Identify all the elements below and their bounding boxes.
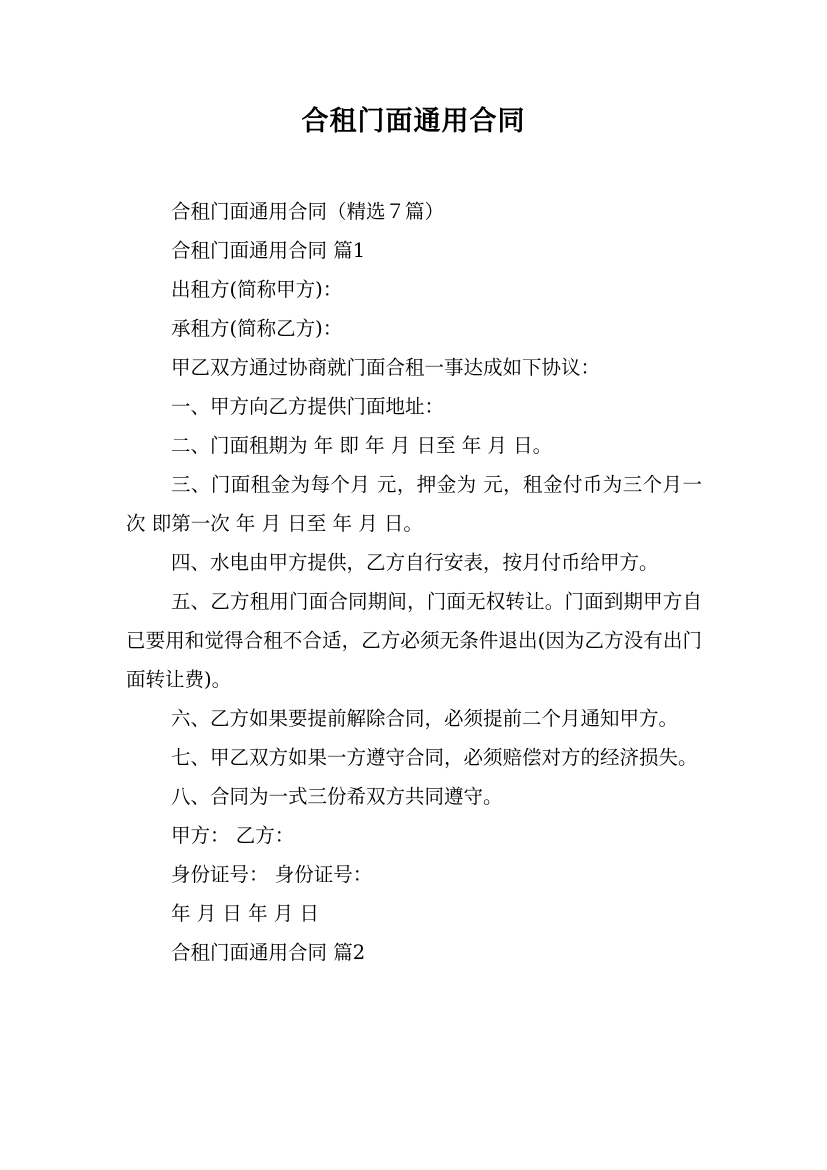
paragraph-signature-id: 身份证号： 身份证号：: [171, 863, 373, 886]
paragraph-clause-8: 八、合同为一式三份希双方共同遵守。: [171, 785, 503, 808]
paragraph-signature-date: 年 月 日 年 月 日: [171, 902, 319, 925]
paragraph-clause-2: 二、门面租期为 年 即 年 月 日至 年 月 日。: [171, 434, 553, 457]
paragraph-clause-6: 六、乙方如果要提前解除合同，必须提前二个月通知甲方。: [171, 707, 679, 730]
document-title: 合租门面通用合同: [301, 106, 526, 137]
paragraph-subtitle: 合租门面通用合同（精选７篇）: [171, 200, 445, 223]
paragraph-section-heading-2: 合租门面通用合同 篇2: [171, 941, 366, 964]
document-body: [126, 192, 702, 972]
paragraph-clause-5: 五、乙方租用门面合同期间，门面无权转让。门面到期甲方自已要用和觉得合租不合适，乙方必须无条件退出(因为乙方没有出门面转让费)。: [126, 590, 702, 691]
paragraph-lessor: 出租方(简称甲方)：: [171, 278, 343, 301]
paragraph-clause-4: 四、水电由甲方提供，乙方自行安表，按月付币给甲方。: [171, 551, 659, 574]
paragraph-signature-parties: 甲方： 乙方：: [171, 824, 295, 847]
paragraph-clause-1: 一、甲方向乙方提供门面地址：: [171, 395, 445, 418]
paragraph-agreement-intro: 甲乙双方通过协商就门面合租一事达成如下协议：: [171, 356, 601, 379]
paragraph-section-heading-1: 合租门面通用合同 篇1: [171, 239, 366, 262]
paragraph-clause-3: 三、门面租金为每个月 元，押金为 元，租金付币为三个月一次 即第一次 年 月 日至 年 月 日。: [126, 473, 702, 535]
paragraph-lessee: 承租方(简称乙方)：: [171, 317, 343, 340]
paragraph-clause-7: 七、甲乙双方如果一方遵守合同，必须赔偿对方的经济损失。: [171, 746, 698, 769]
